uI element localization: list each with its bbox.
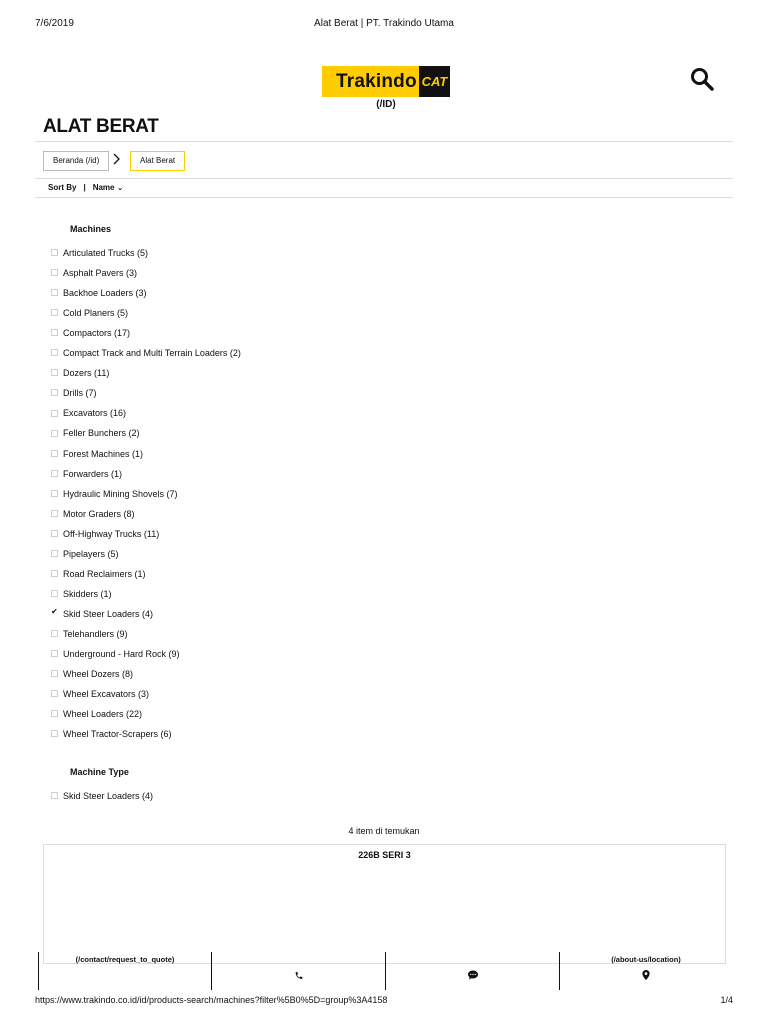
filter-option[interactable]: [51, 548, 119, 560]
filter-option[interactable]: [51, 628, 128, 640]
filter-option-label: Skid Steer Loaders (4): [63, 608, 154, 619]
filter-option-label: Asphalt Pavers (3): [63, 268, 138, 279]
checkbox[interactable]: [51, 550, 58, 557]
checkbox[interactable]: [51, 730, 58, 737]
filter-option[interactable]: [51, 608, 153, 620]
filter-option[interactable]: [51, 448, 143, 460]
filter-option-label: Wheel Excavators (3): [63, 689, 150, 700]
checkbox[interactable]: [51, 670, 58, 677]
print-date: 7/6/2019: [35, 18, 74, 29]
filter-option-label: Telehandlers (9): [63, 628, 128, 639]
checkbox[interactable]: [51, 470, 58, 477]
search-button[interactable]: [690, 67, 714, 91]
checkbox[interactable]: [51, 309, 58, 316]
checkbox[interactable]: [51, 710, 58, 717]
location-link[interactable]: [559, 952, 732, 990]
filter-option[interactable]: [51, 347, 241, 359]
checkbox[interactable]: [51, 349, 58, 356]
filter-option-label: Compactors (17): [63, 328, 131, 339]
filter-option-label: Hydraulic Mining Shovels (7): [63, 488, 178, 499]
filter-option-label: Wheel Tractor-Scrapers (6): [63, 729, 172, 740]
filter-option-label: Backhoe Loaders (3): [63, 288, 147, 299]
filter-option[interactable]: [51, 528, 159, 540]
print-header: [35, 18, 733, 32]
sort-select[interactable]: Name ⌄: [92, 183, 124, 192]
filter-option[interactable]: [51, 387, 97, 399]
filter-option[interactable]: [51, 688, 149, 700]
filter-option[interactable]: [51, 790, 153, 802]
checkbox[interactable]: [51, 450, 58, 457]
sort-divider: |: [83, 183, 86, 192]
checkbox[interactable]: [51, 650, 58, 657]
chat-button[interactable]: [385, 952, 559, 990]
checkbox[interactable]: [51, 369, 58, 376]
map-pin-icon: [642, 967, 650, 985]
checkbox[interactable]: [51, 510, 58, 517]
filter-option[interactable]: [51, 407, 126, 419]
filter-option[interactable]: [51, 488, 178, 500]
results-count: 4 item di temukan: [348, 826, 420, 836]
checkbox[interactable]: [51, 249, 58, 256]
print-document-title: Alat Berat | PT. Trakindo Utama: [314, 18, 454, 29]
filter-option-label: Wheel Loaders (22): [63, 709, 143, 720]
filter-option[interactable]: [51, 367, 109, 379]
checkbox[interactable]: [51, 289, 58, 296]
filter-option-label: Drills (7): [63, 388, 97, 399]
filter-option-label: Road Reclaimers (1): [63, 568, 146, 579]
search-icon: [690, 67, 714, 91]
filter-option[interactable]: [51, 267, 137, 279]
print-url: https://www.trakindo.co.id/id/products-search/machines?filter%5B0%5D=group%3A4158: [35, 995, 388, 1005]
checkbox[interactable]: [51, 630, 58, 637]
checkbox[interactable]: [51, 430, 58, 437]
checkbox[interactable]: [51, 269, 58, 276]
breadcrumb-home-link[interactable]: Beranda (/id): [43, 151, 109, 171]
filter-option-label: Skid Steer Loaders (4): [63, 791, 154, 801]
request-quote-link[interactable]: [38, 952, 211, 990]
checkbox-checked[interactable]: [51, 610, 58, 617]
product-card[interactable]: [43, 844, 726, 964]
site-logo[interactable]: [322, 66, 450, 97]
filter-option[interactable]: [51, 327, 130, 339]
filter-option-label: Underground - Hard Rock (9): [63, 649, 180, 659]
filter-option[interactable]: [51, 287, 147, 299]
filter-option-label: Excavators (16): [63, 408, 127, 419]
print-page-number: 1/4: [720, 995, 733, 1005]
logo-brand-text: Trakindo: [336, 71, 417, 92]
filter-option-label: Articulated Trucks (5): [63, 248, 149, 258]
divider: [35, 178, 733, 179]
checkbox[interactable]: [51, 410, 58, 417]
sort-control[interactable]: [48, 183, 123, 192]
divider: [35, 197, 733, 198]
filter-option[interactable]: [51, 588, 112, 600]
filter-option-label: Pipelayers (5): [63, 548, 119, 559]
checkbox[interactable]: [51, 690, 58, 697]
filter-option[interactable]: [51, 708, 142, 720]
divider: [35, 141, 733, 142]
filter-option-label: Wheel Dozers (8): [63, 669, 134, 680]
filter-heading-machines: Machines: [70, 224, 112, 234]
filter-option[interactable]: [51, 568, 146, 580]
product-card-title[interactable]: 226B SERI 3: [358, 850, 411, 860]
checkbox[interactable]: [51, 570, 58, 577]
filter-option-label: Compact Track and Multi Terrain Loaders (2): [63, 348, 241, 359]
filter-option-label: Dozers (11): [63, 368, 110, 379]
filter-heading-machine-type: Machine Type: [70, 767, 129, 777]
filter-option-label: Forwarders (1): [63, 468, 123, 479]
product-action-bar: [38, 952, 732, 990]
filter-option[interactable]: [51, 508, 135, 520]
breadcrumb-current: Alat Berat: [130, 151, 185, 171]
filter-option-label: Feller Bunchers (2): [63, 428, 140, 439]
filter-option[interactable]: [51, 468, 122, 480]
filter-option[interactable]: [51, 427, 140, 439]
checkbox[interactable]: [51, 530, 58, 537]
filter-option-label: Skidders (1): [63, 588, 112, 599]
filter-option[interactable]: [51, 247, 148, 259]
location-url: (/about-us/location): [611, 955, 681, 964]
checkbox[interactable]: [51, 389, 58, 396]
page-title: ALAT BERAT: [43, 116, 159, 137]
filter-option[interactable]: [51, 648, 180, 660]
checkbox[interactable]: [51, 792, 58, 799]
trakindo-cat-logo[interactable]: [322, 66, 450, 97]
breadcrumb-chevron-icon: [113, 153, 121, 168]
sort-label: Sort By: [48, 183, 77, 192]
filter-option-label: Cold Planers (5): [63, 308, 129, 319]
filter-option-label: Forest Machines (1): [63, 448, 144, 459]
filter-option[interactable]: [51, 668, 133, 680]
checkbox[interactable]: [51, 329, 58, 336]
chat-icon: [467, 967, 478, 985]
filter-option[interactable]: [51, 307, 128, 319]
checkbox[interactable]: [51, 490, 58, 497]
logo-cat-badge: CAT: [419, 66, 450, 97]
logo-link-url[interactable]: (/ID): [376, 99, 396, 110]
request-quote-url: (/contact/request_to_quote): [75, 955, 175, 964]
phone-icon: [294, 967, 303, 985]
filter-option[interactable]: [51, 728, 172, 740]
call-button[interactable]: [211, 952, 385, 990]
filter-option-label: Motor Graders (8): [63, 508, 135, 519]
checkbox[interactable]: [51, 590, 58, 597]
filter-option-label: Off-Highway Trucks (11): [63, 528, 160, 539]
